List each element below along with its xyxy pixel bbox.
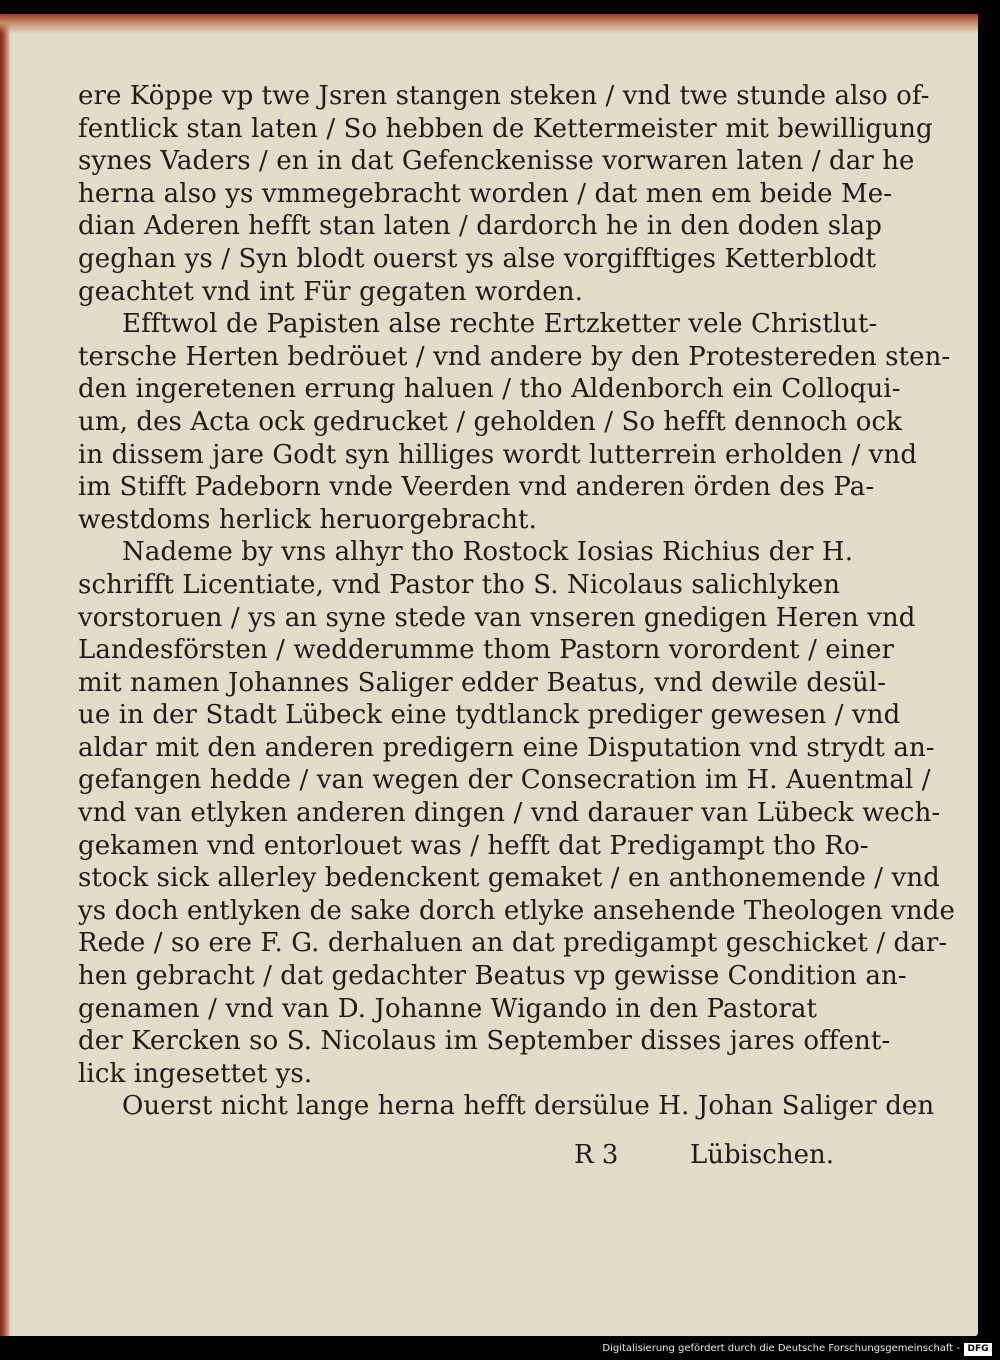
- text-line: Efftwol de Papisten alse rechte Ertzketter vele Christlut-: [122, 309, 878, 340]
- text-line: geghan ys / Syn blodt ouerst ys alse vorgifftiges Ketterblodt: [78, 243, 877, 274]
- text-line: vorstoruen / ys an syne stede van vnseren gnedigen Heren vnd: [78, 602, 916, 633]
- text-line: tersche Herten bedröuet / vnd andere by den Protestereden sten-: [78, 341, 951, 372]
- funding-credit: Digitalisierung gefördert durch die Deutsche Forschungsgemeinschaft -: [602, 1343, 960, 1354]
- text-line: ue in der Stadt Lübeck eine tydtlanck prediger gewesen / vnd: [78, 700, 901, 731]
- dfg-logo-icon: DFG: [964, 1343, 992, 1356]
- text-line: der Kercken so S. Nicolaus im September disses jares offent-: [78, 1026, 891, 1057]
- text-line: in dissem jare Godt syn hilliges wordt lutterrein erholden / vnd: [78, 439, 918, 470]
- text-line: stock sick allerley bedenckent gemaket / en anthonemende / vnd: [78, 863, 940, 894]
- text-line: westdoms herlick heruorgebracht.: [78, 504, 537, 535]
- page-text: [78, 80, 955, 1123]
- page-edge-left: [0, 14, 10, 1336]
- text-line: ys doch entlyken de sake dorch etlyke ansehende Theologen vnde: [78, 895, 955, 926]
- text-line: geachtet vnd int Für gegaten worden.: [78, 276, 583, 307]
- text-line: Ouerst nicht lange herna hefft dersülue H. Johan Saliger den: [122, 1091, 935, 1122]
- text-line: fentlick stan laten / So hebben de Kettermeister mit bewilligung: [78, 113, 933, 144]
- text-line: Rede / so ere F. G. derhaluen an dat predigampt geschicket / dar-: [78, 928, 948, 959]
- text-line: im Stifft Padeborn vnde Veerden vnd anderen örden des Pa-: [78, 472, 875, 503]
- text-line: aldar mit den anderen predigern eine Disputation vnd strydt an-: [78, 732, 935, 763]
- text-line: genamen / vnd van D. Johanne Wigando in den Pastorat: [78, 993, 818, 1024]
- credit-bar: [0, 1340, 1000, 1360]
- page-edge-top: [0, 14, 978, 34]
- text-line: gefangen hedde / van wegen der Consecration im H. Auentmal /: [78, 765, 931, 796]
- text-line: vnd van etlyken anderen dingen / vnd darauer van Lübeck wech-: [78, 798, 941, 829]
- signature-mark: R 3: [574, 1140, 619, 1170]
- page-footer: [78, 1140, 834, 1174]
- text-line: hen gebracht / dat gedachter Beatus vp gewisse Condition an-: [78, 961, 907, 992]
- text-line: lick ingesettet ys.: [78, 1058, 313, 1089]
- text-line: mit namen Johannes Saliger edder Beatus, vnd dewile desül-: [78, 667, 887, 698]
- text-line: herna also ys vmmegebracht worden / dat men em beide Me-: [78, 178, 893, 209]
- text-line: ere Köppe vp twe Jsren stangen steken / vnd twe stunde also of-: [78, 81, 930, 111]
- text-line: synes Vaders / en in dat Gefenckenisse vorwaren laten / dar he: [78, 146, 915, 177]
- text-line: Landesförsten / wedderumme thom Pastorn vorordent / einer: [78, 635, 895, 666]
- text-line: dian Aderen hefft stan laten / dardorch he in den doden slap: [78, 211, 882, 242]
- text-line: Nademe by vns alhyr tho Rostock Iosias Richius der H.: [122, 537, 854, 568]
- catchword: Lübischen.: [689, 1140, 834, 1170]
- text-line: um, des Acta ock gedrucket / geholden / So hefft dennoch ock: [78, 406, 902, 437]
- text-line: gekamen vnd entorlouet was / hefft dat Predigampt tho Ro-: [78, 830, 869, 861]
- text-line: schrifft Licentiate, vnd Pastor tho S. Nicolaus salichlyken: [78, 569, 841, 600]
- text-line: den ingeretenen errung haluen / tho Aldenborch ein Colloqui-: [78, 374, 901, 405]
